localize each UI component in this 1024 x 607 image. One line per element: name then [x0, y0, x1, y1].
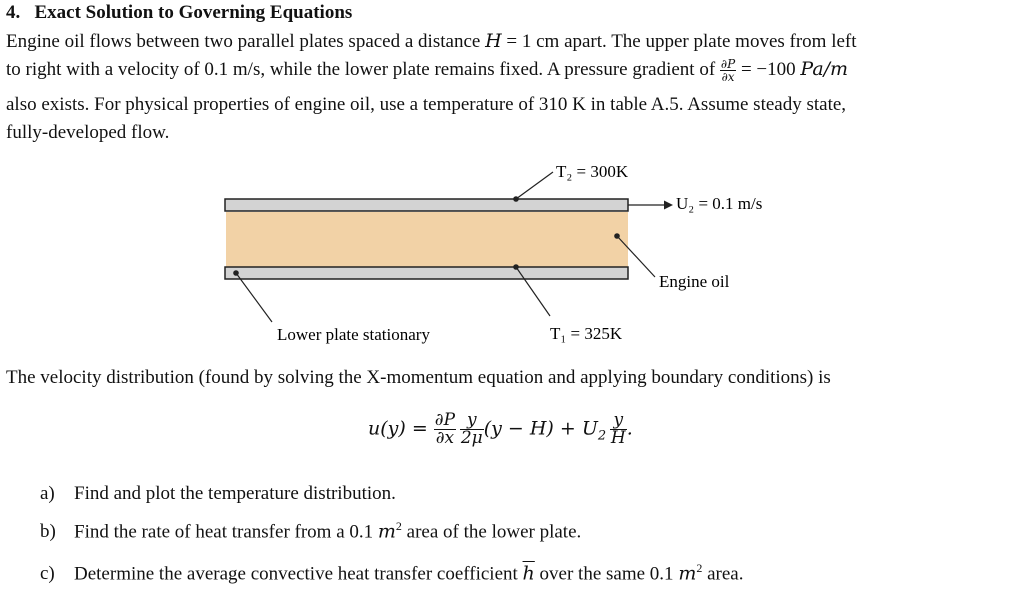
- lower-plate: [225, 267, 628, 279]
- equation-period: .: [626, 417, 633, 440]
- top-temp-dot: [513, 196, 519, 202]
- fraction-numerator: y: [460, 412, 484, 430]
- y-over-2mu-fraction: [460, 412, 484, 447]
- parallel-plates-diagram: [0, 150, 1024, 350]
- fraction-denominator: H: [610, 428, 626, 448]
- lower-plate-label: Lower plate stationary: [277, 325, 430, 344]
- pressure-unit: Pa/m: [800, 58, 849, 80]
- question-item-b: [40, 519, 581, 543]
- upper-plate: [225, 199, 628, 211]
- y-over-h-fraction: [610, 412, 627, 447]
- h-bar-symbol: $\overline{h}$: [522, 562, 535, 585]
- item-letter: b): [40, 521, 56, 543]
- fraction-numerator: ∂P: [434, 410, 456, 430]
- velocity-arrowhead: [664, 201, 673, 210]
- item-letter: a): [40, 483, 55, 504]
- item-text: Determine the average convective heat transfer coefficient: [74, 563, 523, 585]
- item-text: area.: [702, 563, 744, 585]
- item-text: area of the lower plate.: [401, 521, 582, 543]
- item-letter: c): [40, 563, 55, 585]
- intro-text: = −100: [736, 59, 801, 80]
- velocity-equation: [368, 412, 633, 447]
- intro-text: = 1 cm apart. The upper plate moves from left: [501, 31, 857, 52]
- fraction-denominator: ∂x: [435, 428, 455, 448]
- u2-subscript: 2: [597, 428, 607, 444]
- question-item-a: [40, 483, 396, 505]
- bottom-temp-dot: [513, 264, 519, 270]
- equation-lhs: u(y) =: [368, 417, 434, 440]
- fraction-numerator: ∂P: [720, 57, 736, 72]
- area-unit: m: [377, 520, 396, 543]
- lower-plate-dot: [233, 270, 239, 276]
- var-h: H: [485, 30, 502, 52]
- problem-number: 4.: [6, 2, 21, 23]
- intro-text: to right with a velocity of 0.1 m/s, while the lower plate remains fixed. A pressure gradient of: [6, 59, 720, 80]
- velocity-distribution-text: The velocity distribution (found by solving the X-momentum equation and applying boundary conditions) is: [6, 367, 831, 388]
- bottom-temp-label: T₁ = 325K: [550, 324, 623, 343]
- intro-line-4: fully-developed flow.: [6, 122, 170, 143]
- item-text: Find and plot the temperature distribution.: [74, 483, 396, 504]
- problem-heading: [6, 2, 352, 24]
- item-text: over the same 0.1: [534, 563, 679, 585]
- intro-line-2: [6, 58, 848, 83]
- item-text: Find the rate of heat transfer from a 0.1: [74, 521, 378, 543]
- question-item-c: [40, 561, 743, 585]
- area-unit: m: [678, 562, 697, 585]
- equation-middle: (y − H) + U: [483, 417, 598, 440]
- intro-text: Engine oil flows between two parallel plates spaced a distance: [6, 31, 486, 52]
- problem-title: Exact Solution to Governing Equations: [34, 2, 353, 23]
- oil-dot: [614, 233, 620, 239]
- top-temp-leader: [516, 172, 553, 199]
- intro-line-1: [6, 30, 857, 53]
- unit-exponent: 2: [395, 519, 402, 533]
- intro-line-3: also exists. For physical properties of engine oil, use a temperature of 310 K in table A.5. Assume steady state,: [6, 94, 847, 115]
- unit-exponent: 2: [696, 561, 703, 575]
- lower-plate-leader: [236, 273, 272, 322]
- fraction-denominator: ∂x: [721, 70, 735, 85]
- velocity-label: U₂ = 0.1 m/s: [676, 194, 763, 213]
- top-temp-label: T₂ = 300K: [556, 162, 629, 181]
- pressure-gradient-fraction: [720, 58, 736, 83]
- fraction-numerator: y: [610, 412, 627, 430]
- engine-oil-label: Engine oil: [659, 272, 730, 291]
- engine-oil-region: [226, 212, 628, 267]
- fraction-denominator: 2μ: [460, 428, 483, 448]
- dp-dx-fraction: [434, 412, 456, 447]
